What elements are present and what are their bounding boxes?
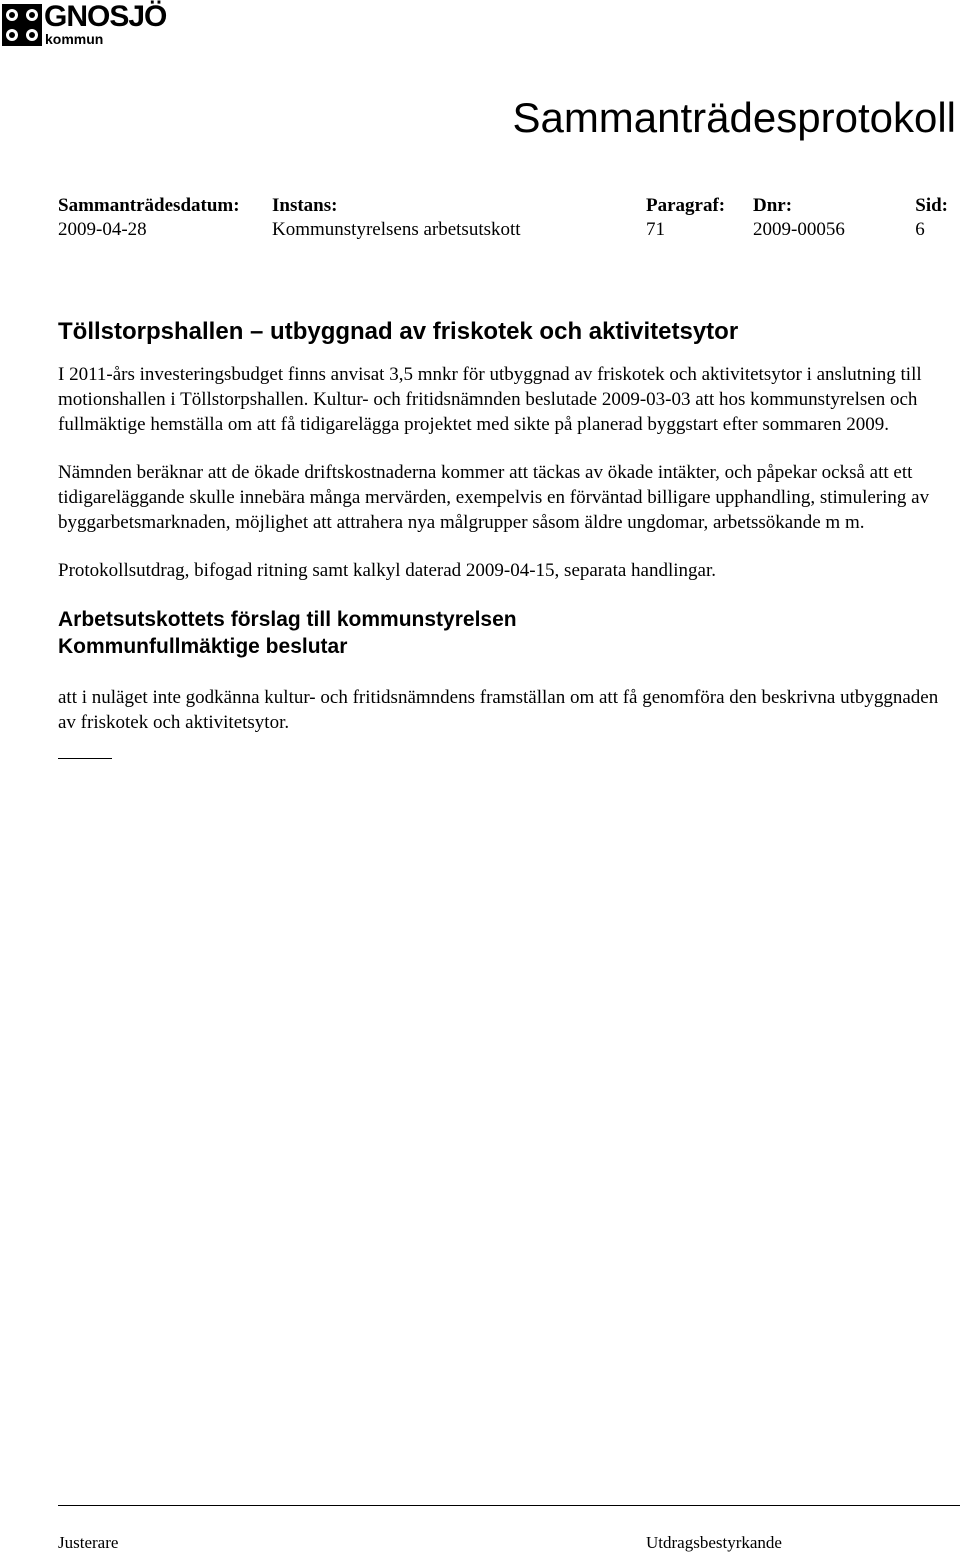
logo-subtitle: kommun bbox=[45, 31, 104, 47]
meta-date bbox=[58, 194, 240, 242]
section-heading: Töllstorpshallen – utbyggnad av friskotek och aktivitetsytor bbox=[58, 318, 739, 345]
paragraph-attachments: Protokollsutdrag, bifogad ritning samt kalkyl daterad 2009-04-15, separata handlingar. bbox=[58, 560, 716, 581]
paragraph-assessment: Nämnden beräknar att de ökade driftskostnaderna kommer att täckas av ökade intäkter, och påpekar också att ett tidigareläggande skulle innebära många mervärden, exempelvis en förväntad billigare upphandling, stimulering av byggarbetsmarknaden, möjlighet att attrahera nya målgrupper såsom äldre ungdomar, arbetssökande m m. bbox=[58, 462, 930, 533]
meta-sid bbox=[915, 194, 948, 242]
proposal-heading: Arbetsutskottets förslag till kommunstyrelsen bbox=[58, 608, 517, 631]
decision-text: att i nuläget inte godkänna kultur- och fritidsnämndens framställan om att få genomföra den beskrivna utbyggnaden av friskotek och aktivitetsytor. bbox=[58, 687, 939, 733]
end-rule bbox=[58, 758, 112, 759]
meta-dnr-value: 2009-00056 bbox=[753, 219, 845, 240]
meta-instans-label: Instans: bbox=[272, 195, 338, 216]
meta-instans bbox=[272, 194, 521, 242]
municipality-logo bbox=[0, 0, 180, 50]
logo-name: GNOSJÖ bbox=[44, 0, 167, 33]
document-title: Sammanträdesprotokoll bbox=[512, 94, 956, 141]
footer-justerare: Justerare bbox=[58, 1533, 119, 1552]
meta-dnr-label: Dnr: bbox=[753, 195, 793, 216]
proposal-headings bbox=[58, 606, 958, 660]
protocol-content bbox=[58, 317, 958, 759]
coat-of-arms-icon bbox=[2, 4, 42, 46]
meta-sid-label: Sid: bbox=[915, 195, 948, 216]
meta-date-label: Sammanträdesdatum: bbox=[58, 195, 240, 216]
paragraph-background: I 2011-års investeringsbudget finns anvisat 3,5 mnkr för utbyggnad av friskotek och aktivitetsytor i anslutning till motionshallen i Töllstorpshallen. Kultur- och fritidsnämnden beslutade 2009-03-03 att hos kommunstyrelsen och fullmäktige hemställa om att få tidigarelägga projektet med sikte på planerad byggstart efter sommaren 2009. bbox=[58, 364, 922, 435]
meta-date-value: 2009-04-28 bbox=[58, 219, 147, 240]
footer-rule bbox=[58, 1505, 960, 1506]
footer-utdragsbestyrkande: Utdragsbestyrkande bbox=[646, 1533, 782, 1552]
decision-heading: Kommunfullmäktige beslutar bbox=[58, 635, 348, 658]
meta-paragraf-value: 71 bbox=[646, 219, 665, 240]
meta-instans-value: Kommunstyrelsens arbetsutskott bbox=[272, 219, 521, 240]
meta-paragraf-label: Paragraf: bbox=[646, 195, 726, 216]
meta-paragraf bbox=[646, 194, 725, 242]
meta-sid-value: 6 bbox=[915, 219, 925, 240]
meta-dnr bbox=[753, 194, 845, 242]
